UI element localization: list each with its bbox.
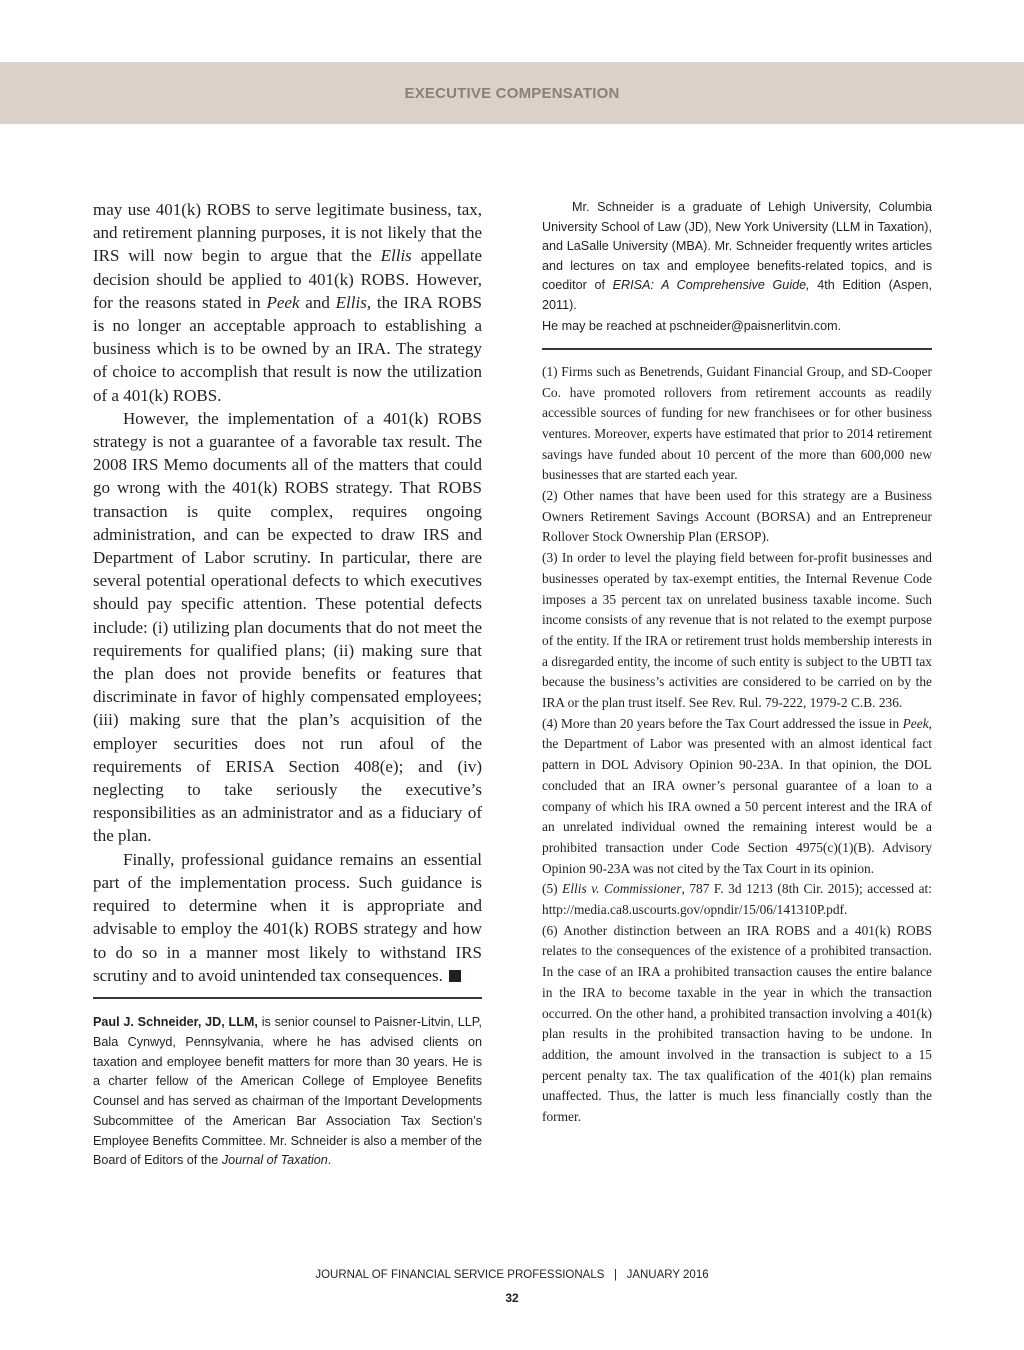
divider-rule: [93, 997, 482, 999]
text-run: the IRA ROBS is no longer an acceptable approach to establishing a business which is to be owned by an IRA. The strategy of choice to accomplish that result is now the utilization of a 401(k) ROBS.: [93, 292, 482, 405]
book-title: ERISA: A Comprehensive Guide,: [612, 278, 810, 292]
case-name-peek: Peek: [902, 715, 929, 731]
text-run: , 787 F. 3d 1213 (8th Cir. 2015); accessed at: http://media.ca8.uscourts.gov/opndir/15/06/141310P.pdf.: [542, 881, 932, 918]
left-column: [93, 198, 482, 1171]
endnote-6: (6) Another distinction between an IRA ROBS and a 401(k) ROBS relates to the consequences of the existence of a prohibited transaction. In the case of an IRA a prohibited transaction causes the entire balance in the IRA to become taxable in the year in which the transaction occurred. On the other hand, a prohibited transaction involving a 401(k) plan results in the prohibited transaction having to be undone. In addition, the amount involved in the transaction is subject to a 15 percent penalty tax. The tax qualification of the 401(k) plan remains unaffected. Thus, the latter is much less financially costly than the former.: [542, 922, 932, 1125]
journal-name-date: JOURNAL OF FINANCIAL SERVICE PROFESSIONALS | JANUARY 2016: [315, 1269, 709, 1281]
endnote-1: (1) Firms such as Benetrends, Guidant Financial Group, and SD-Cooper Co. have promoted rollovers from retirement accounts as readily accessible sources of funding for new franchisees or for other business ventures. Moreover, experts have estimated that prior to 2014 retirement savings have funded about 10 percent of the more than 600,000 new businesses that are started each year.: [542, 363, 932, 483]
page-number: 32: [505, 1291, 519, 1305]
body-paragraph-2: However, the implementation of a 401(k) ROBS strategy is not a guarantee of a favorable tax result. The 2008 IRS Memo documents all of the matters that could go wrong with the 401(k) ROBS strategy. That ROBS transaction is quite complex, requires ongoing administration, and can be expected to draw IRS and Department of Labor scrutiny. In particular, there are several potential operational defects to which executives should pay specific attention. These potential defects include: (i) utilizing plan documents that do not meet the requirements for qualified plans; (ii) making sure that the plan does not provide benefits or features that discriminate in favor of highly compensated employees; (iii) making sure that the plan’s acquisition of the employer securities does not run afoul of the requirements of ERISA Section 408(e); and (iv) neglecting to take seriously the executive’s responsibilities as an administrator and as a fiduciary of the plan.: [93, 408, 482, 846]
end-of-article-mark: [449, 970, 461, 982]
body-paragraph-3: [93, 848, 482, 987]
text-run: .: [327, 1153, 332, 1168]
text-run: and: [299, 292, 336, 312]
author-bio: [93, 1013, 482, 1171]
text-run: appellate decision should be applied to 401(k) ROBS. However, for the reasons stated in: [93, 246, 482, 312]
section-title: EXECUTIVE COMPENSATION: [404, 84, 620, 102]
text-run: is senior counsel to Paisner-Litvin, LLP, Bala Cynwyd, Pennsylvania, where he has advised clients on taxation and employee benefit matters for more than 30 years. He is a charter fellow of the American College of Employee Benefits Counsel and has served as chairman of the Important Developments Subcommittee of the American Bar Association Tax Section’s Employee Benefits Committee. Mr. Schneider is also a member of the Board of Editors of the: [93, 1014, 482, 1168]
endnote-3: (3) In order to level the playing field between for-profit businesses and businesses operated by tax-exempt entities, the Internal Revenue Code imposes a 35 percent tax on unrelated business taxable income. Such income consists of any revenue that is not related to the exempt purpose of the entity. If the IRA or retirement trust holds membership interests in a disregarded entity, the income of such entity is subject to the UBTI tax because the business’s activities are considered to be carried on by the IRA or the plan trust itself. See Rev. Rul. 79-222, 1979-2 C.B. 236.: [542, 550, 932, 711]
case-name-peek: Peek: [266, 292, 300, 312]
text-run: , the Department of Labor was presented with an almost identical fact pattern in DOL Advisory Opinion 90-23A. In that opinion, the DOL concluded that an IRA owner’s personal guarantee of a loan to a company of which his IRA owned a 50 percent interest and the IRA of an unrelated individual owned the remaining interest would be a prohibited transaction under Code Section 4975(c)(1)(B). Advisory Opinion 90-23A was not cited by the Tax Court in its opinion.: [542, 715, 932, 876]
case-name-ellis: Ellis: [380, 246, 412, 266]
author-name: Paul J. Schneider, JD, LLM,: [93, 1014, 258, 1029]
endnote-2: (2) Other names that have been used for this strategy are a Business Owners Retirement Savings Account (BORSA) and an Entrepreneur Rollover Stock Ownership Plan (ERSOP).: [542, 488, 932, 545]
text-run: Finally, professional guidance remains an essential part of the implementation process. Such guidance is required to determine when it is appropriate and advisable to employ the 401(k) ROBS strategy and how to do so in a manner most likely to withstand IRS scrutiny and to avoid unintended tax consequences.: [93, 849, 482, 985]
text-run: (4) More than 20 years before the Tax Court addressed the issue in: [542, 715, 903, 731]
author-bio-continued: [542, 198, 932, 315]
section-header-band: [0, 62, 1024, 124]
right-column: [542, 198, 932, 1128]
case-name-ellis: Ellis v. Commissioner: [562, 881, 682, 897]
endnote-4: [542, 714, 932, 880]
body-paragraph-1: [93, 198, 482, 407]
case-name-ellis: Ellis,: [335, 292, 372, 312]
running-footer: [0, 1269, 1024, 1281]
text-run: (5): [542, 881, 563, 897]
endnote-5: [542, 879, 932, 920]
divider-rule: [542, 348, 932, 350]
author-contact: He may be reached at pschneider@paisnerlitvin.com.: [542, 319, 842, 333]
text-run: 4th Edition (Aspen, 2011).: [542, 278, 932, 312]
text-run: Mr. Schneider is a graduate of Lehigh University, Columbia University School of Law (JD), New York University (LLM in Taxation), and LaSalle University (MBA). Mr. Schneider frequently writes articles and lectures on tax and employee benefits-related topics, and is coeditor of: [542, 200, 932, 292]
journal-title: Journal of Taxation: [221, 1153, 328, 1168]
text-run: may use 401(k) ROBS to serve legitimate business, tax, and retirement planning purposes, it is not likely that the IRS will now begin to argue that the: [93, 200, 482, 266]
